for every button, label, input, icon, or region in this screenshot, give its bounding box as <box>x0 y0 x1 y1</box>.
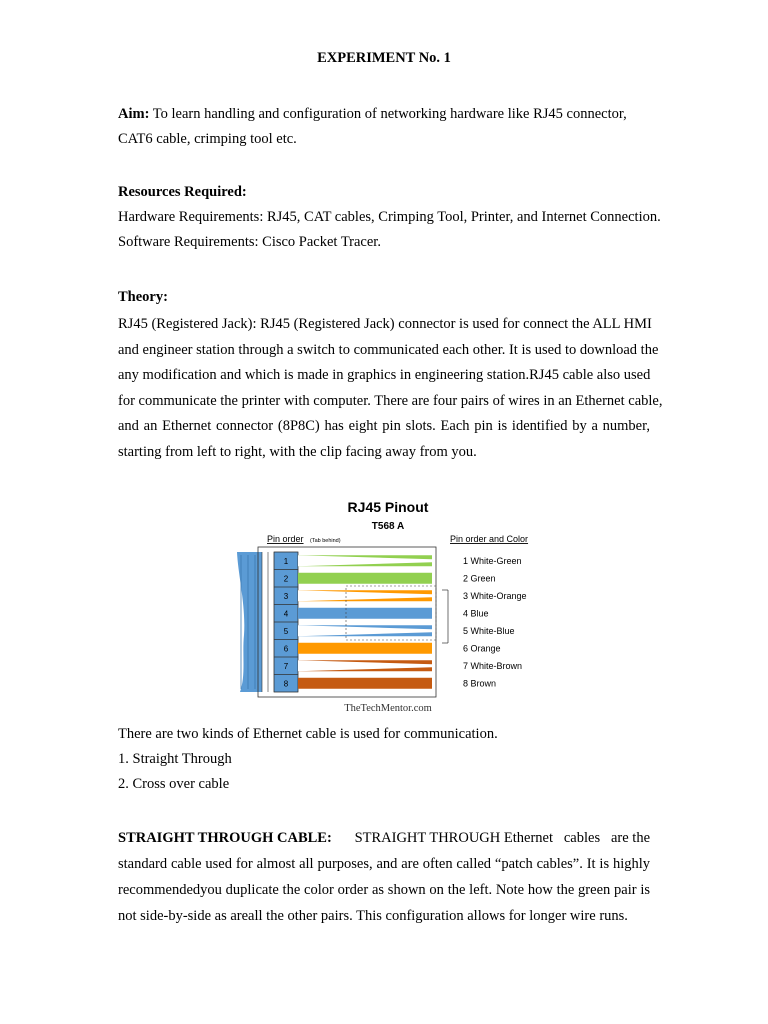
straight-through-line-2: standard cable used for almost all purposes, and are often called “patch cables”. It is highly <box>118 856 650 872</box>
pin-number: 1 <box>283 556 289 566</box>
theory-heading: Theory: <box>118 289 168 305</box>
pin-color-label: 6 Orange <box>463 643 501 654</box>
theory-line: and an Ethernet connector (8P8C) has eight pin slots. Each pin is identified by a number, <box>118 418 650 434</box>
pin-order-label: Pin order <box>267 534 304 544</box>
rj45-diagram <box>232 495 536 717</box>
pin-color-label: 8 Brown <box>463 678 497 689</box>
pin-number: 7 <box>283 661 289 671</box>
wire-brown <box>298 678 432 689</box>
pin-order-note: (Tab behind) <box>310 538 341 544</box>
list-item: 2. Cross over cable <box>118 776 230 792</box>
pin-color-label: 7 White-Brown <box>463 660 523 671</box>
pin-number: 8 <box>283 679 289 689</box>
wire-group <box>274 552 527 692</box>
pin-color-label: 3 White-Orange <box>463 590 527 601</box>
pin-number: 4 <box>283 609 289 619</box>
theory-heading-block <box>118 285 650 310</box>
aim-section <box>118 102 650 152</box>
aim-label: Aim: <box>118 106 150 122</box>
straight-through-section <box>118 825 650 929</box>
theory-line: starting from left to right, with the clip facing away from you. <box>118 443 477 460</box>
theory-line: any modification and which is made in graphics in engineering station.RJ45 cable also used <box>118 367 651 383</box>
figure-credit: TheTechMentor.com <box>344 703 432 714</box>
aim-text-line-1: To learn handling and configuration of networking hardware like RJ45 connector, <box>152 106 627 122</box>
pin-color-label: 4 Blue <box>463 608 489 619</box>
pin-number: 2 <box>283 574 289 584</box>
straight-through-label: STRAIGHT THROUGH CABLE: <box>118 830 332 846</box>
pin-color-label: 2 Green <box>463 573 496 584</box>
cable-kinds <box>118 722 650 797</box>
resources-heading: Resources Required: <box>118 184 247 200</box>
color-header: Pin order and Color <box>450 534 529 544</box>
wire-blue <box>298 608 432 619</box>
hardware-requirements: Hardware Requirements: RJ45, CAT cables, Crimping Tool, Printer, and Internet Connection. <box>118 209 661 225</box>
rj45-pinout-figure <box>232 495 536 717</box>
pin-number: 5 <box>283 626 289 636</box>
figure-subtitle: T568 A <box>371 521 405 532</box>
theory-line: and engineer station through a switch to communicated each other. It is used to download the <box>118 341 659 358</box>
figure-title: RJ45 Pinout <box>347 499 429 515</box>
pin-color-label: 5 White-Blue <box>463 625 515 636</box>
list-item: 1. Straight Through <box>118 751 232 767</box>
software-requirements: Software Requirements: Cisco Packet Tracer. <box>118 234 381 250</box>
page-title: EXPERIMENT No. 1 <box>317 50 451 66</box>
wire-orange <box>298 643 432 654</box>
pin-number: 6 <box>283 644 289 654</box>
theory-line: for communicate the printer with computer. There are four pairs of wires in an Ethernet cable, <box>118 392 663 409</box>
resources-section <box>118 180 661 255</box>
pin-number: 3 <box>283 591 289 601</box>
pin-color-label: 1 White-Green <box>463 555 522 566</box>
straight-through-line-1: STRAIGHT THROUGH Ethernet cables are the <box>354 830 650 846</box>
aim-text-line-2: CAT6 cable, crimping tool etc. <box>118 131 297 147</box>
straight-through-line-4: not side-by-side as areall the other pairs. This configuration allows for longer wire runs. <box>118 908 628 924</box>
theory-paragraph <box>118 312 663 465</box>
straight-through-line-3: recommendedyou duplicate the color order as shown on the left. Note how the green pair is <box>118 882 650 898</box>
wire-green <box>298 573 432 584</box>
theory-line: RJ45 (Registered Jack): RJ45 (Registered Jack) connector is used for connect the ALL HMI <box>118 316 652 332</box>
kinds-intro: There are two kinds of Ethernet cable is used for communication. <box>118 726 498 742</box>
